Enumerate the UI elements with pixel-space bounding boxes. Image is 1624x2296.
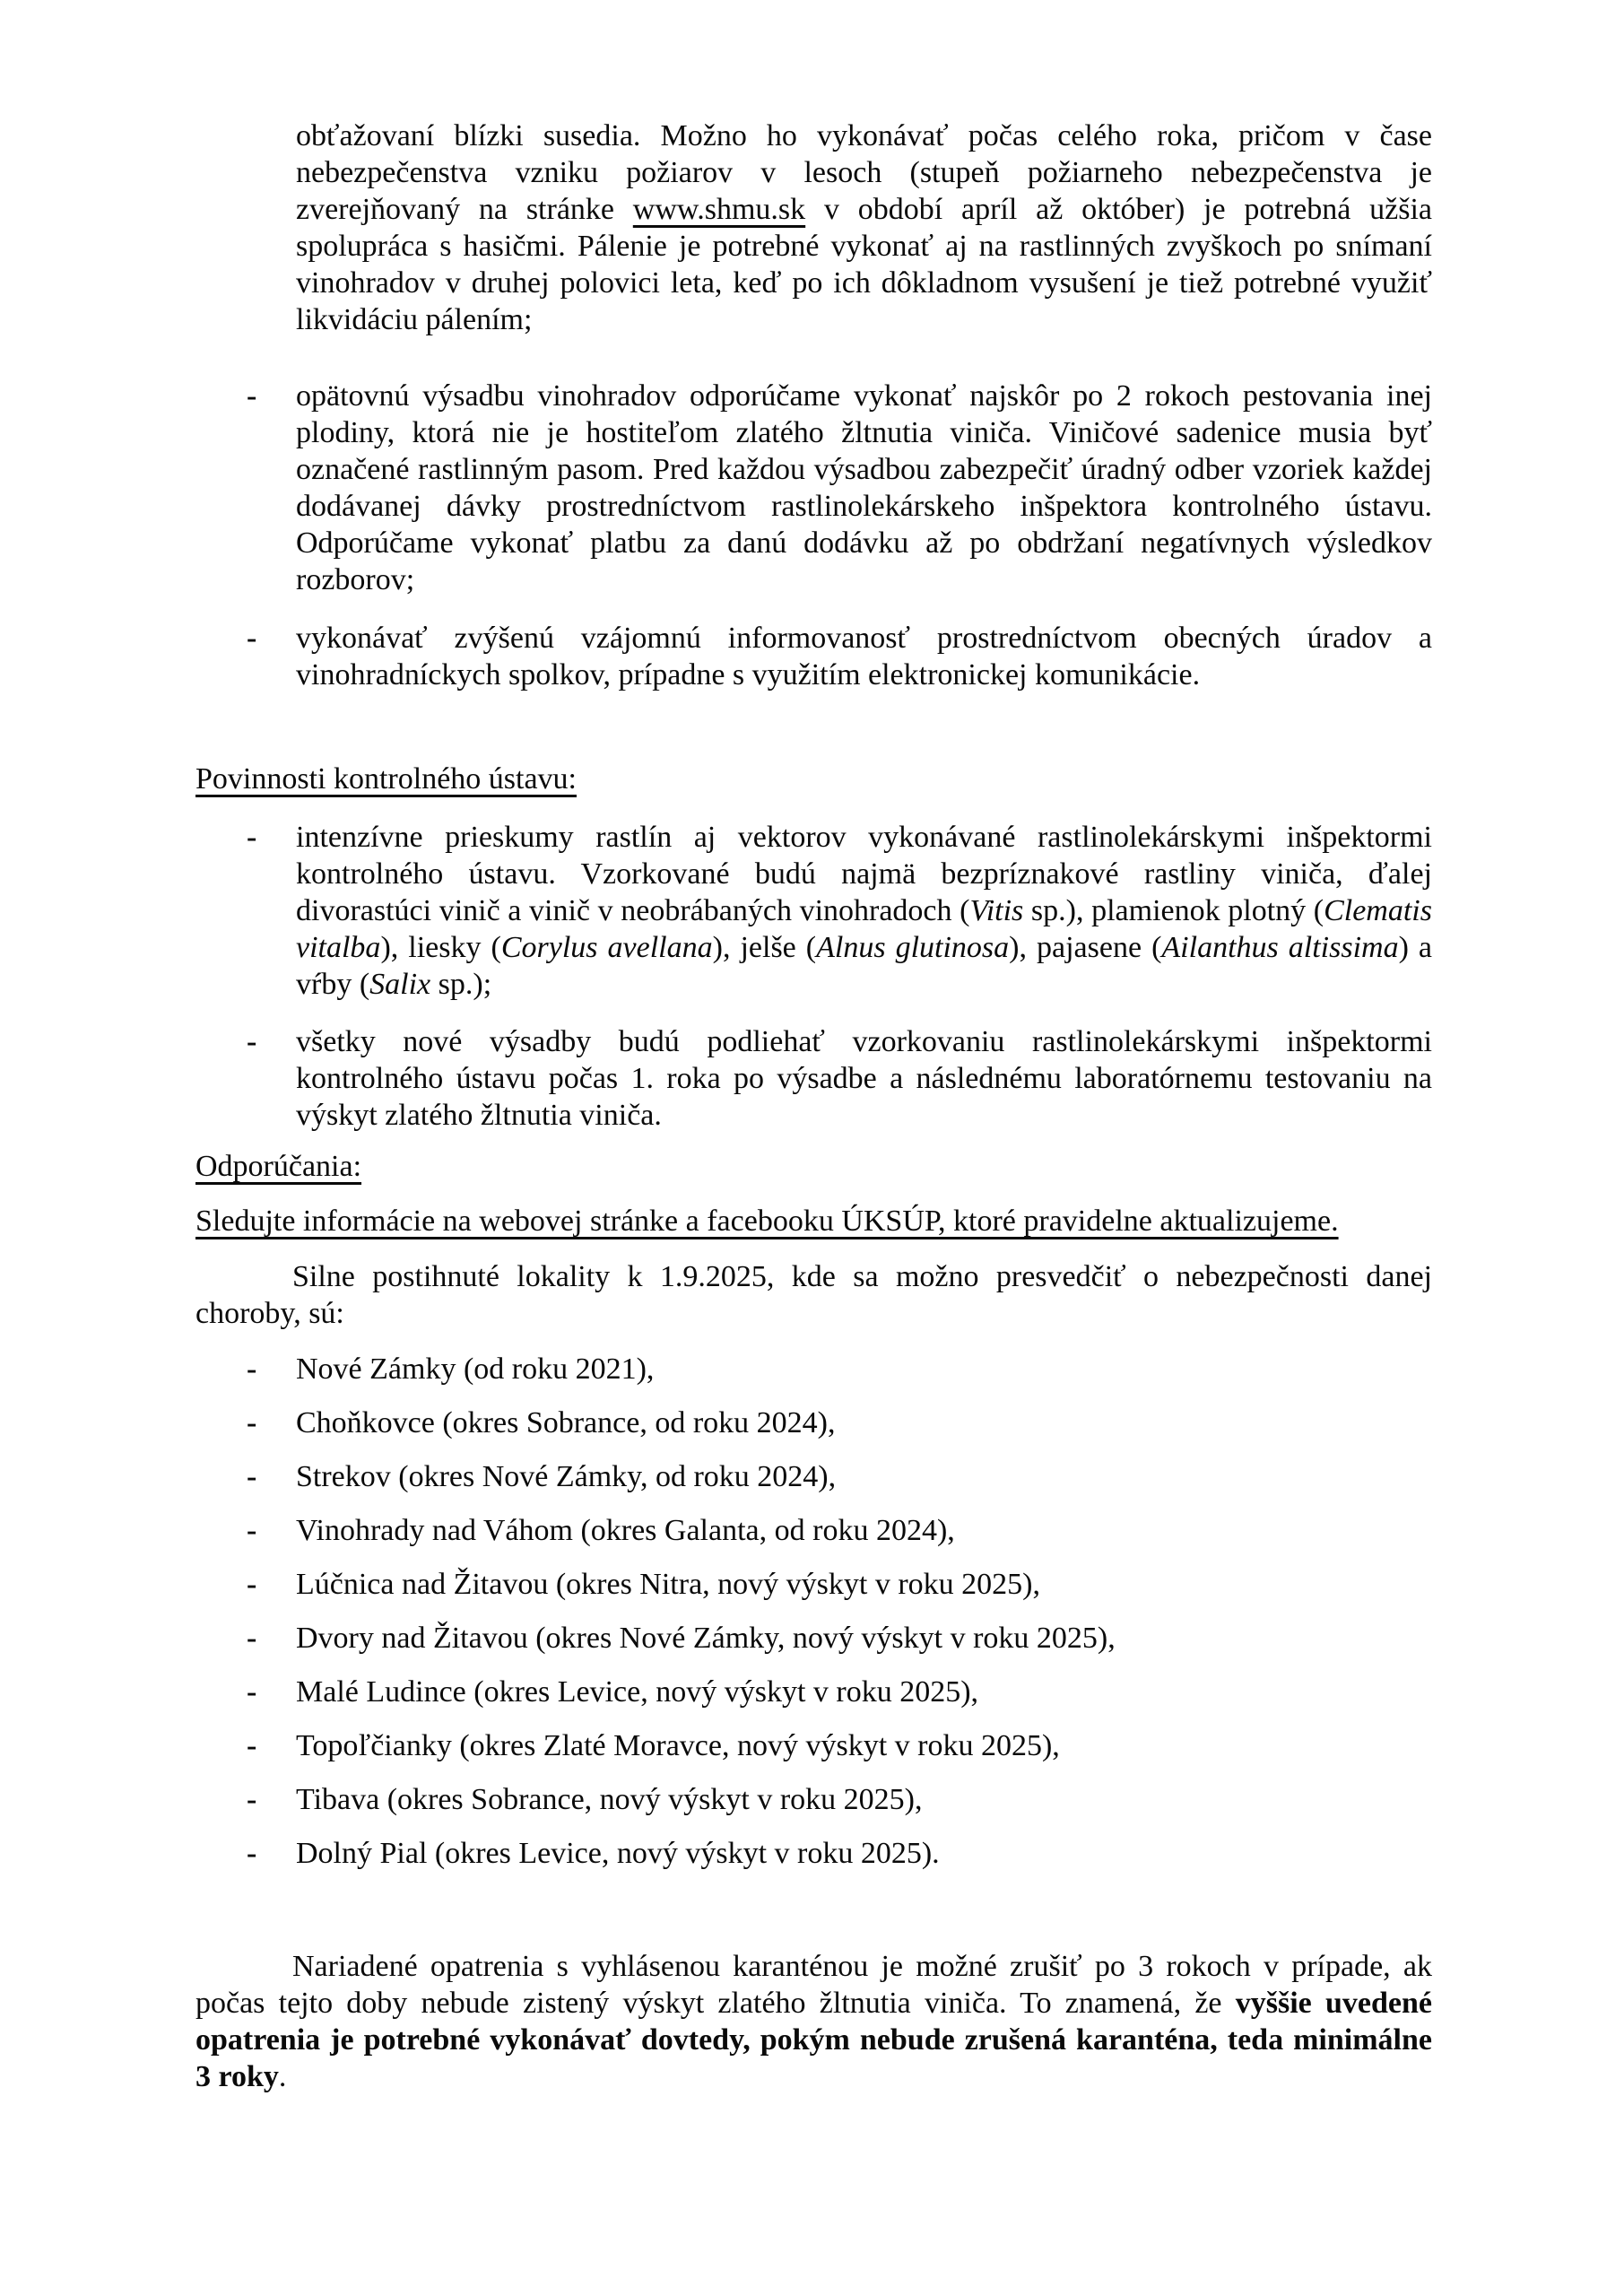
dash-bullet-marker: - — [247, 1675, 257, 1709]
text-segment: . — [278, 2060, 287, 2093]
locality-item-dvory-nad-zitavou — [195, 1620, 1432, 1657]
dash-bullet-marker: - — [247, 1837, 257, 1870]
dash-bullet-marker: - — [247, 1514, 257, 1547]
text-segment: Ailanthus altissima — [1161, 931, 1399, 964]
dash-bullet-marker: - — [247, 1406, 257, 1439]
locality-item-lucnica-nad-zitavou — [195, 1566, 1432, 1603]
text-segment: opätovnú výsadbu vinohradov odporúčame vykonať najskôr po 2 rokoch pestovania inej plodiny, ktorá nie je hostiteľom zlatého žltnutia viniča. Viničové sadenice musia byť označené rastlinným pasom. Pred každou výsadbou zabezpečiť úradný odber vzoriek každej dodávanej dávky prostredníctvom rastlinolekárskeho inšpektora kontrolného ústavu. Odporúčame vykonať platbu za danú dodávku až po obdržaní negatívnych výsledkov rozborov; — [296, 379, 1432, 596]
text-segment: Salix — [369, 968, 431, 1001]
affected-localities-intro — [195, 1258, 1432, 1332]
locality-item-chonkovce — [195, 1405, 1432, 1441]
bullet-text — [296, 819, 1432, 1003]
locality-item-topolcianky — [195, 1727, 1432, 1764]
bullet-item-replanting — [195, 378, 1432, 598]
bullet-text — [296, 1512, 1432, 1549]
dash-bullet-marker: - — [247, 1729, 257, 1762]
text-segment: sp.), plamienok plotný ( — [1023, 894, 1324, 927]
dash-bullet-marker: - — [247, 1460, 257, 1493]
text-segment: Dvory nad Žitavou (okres Nové Zámky, nový výskyt v roku 2025), — [296, 1622, 1116, 1655]
bullet-item-surveys — [195, 819, 1432, 1003]
dash-bullet-marker: - — [247, 1622, 257, 1655]
text-segment: Choňkovce (okres Sobrance, od roku 2024), — [296, 1406, 836, 1439]
text-segment: sp.); — [430, 968, 492, 1001]
text-segment: Silne postihnuté lokality k 1.9.2025, kde sa možno presvedčiť o nebezpečnosti danej choroby, sú: — [195, 1260, 1432, 1330]
locality-item-vinohrady-nad-vahom — [195, 1512, 1432, 1549]
text-segment: Tibava (okres Sobrance, nový výskyt v roku 2025), — [296, 1783, 923, 1816]
text-segment: obťažovaní blízki susedia. Možno ho vykonávať počas celého roka, pričom v čase nebezpečenstva vzniku požiarov v lesoch (stupeň požiarneho nebezpečenstva je zverejňovaný na stránke — [296, 119, 1432, 226]
text-segment: Lúčnica nad Žitavou (okres Nitra, nový výskyt v roku 2025), — [296, 1568, 1040, 1601]
text-segment: Topoľčianky (okres Zlaté Moravce, nový výskyt v roku 2025), — [296, 1729, 1060, 1762]
text-segment: intenzívne prieskumy rastlín aj vektorov vykonávané rastlinolekárskymi inšpektormi kontrolného ústavu. Vzorkované budú najmä bezpríznakové rastliny viniča, ďalej divorastúci vinič a vinič v neobrábaných vinohradoch ( — [296, 821, 1432, 927]
text-segment: Sledujte informácie na webovej stránke a facebooku ÚKSÚP, ktoré pravidelne aktualizujeme. — [195, 1205, 1339, 1238]
dash-bullet-marker: - — [247, 622, 257, 655]
text-segment: Povinnosti kontrolného ústavu: — [195, 762, 577, 796]
text-segment: Nariadené opatrenia s vyhlásenou karanténou je možné zrušiť po 3 rokoch v prípade, ak počas tejto doby nebude zistený výskyt zlatého žltnutia viniča. To znamená, že — [195, 1950, 1432, 2020]
text-segment: vyššie uvedené opatrenia je potrebné vykonávať dovtedy, pokým nebude zrušená karanténa, teda minimálne 3 roky — [195, 1987, 1432, 2093]
text-segment: v období apríl až október) je potrebná užšia spolupráca s hasičmi. Pálenie je potrebné vykonať aj na rastlinných zvyškoch po snímaní vinohradov v druhej polovici leta, keď po ich dôkladnom vysušení je tiež potrebné využiť likvidáciu pálením; — [296, 193, 1432, 336]
text-segment: všetky nové výsadby budú podliehať vzorkovaniu rastlinolekárskymi inšpektormi kontrolného ústavu počas 1. roka po výsadbe a následnému laboratórnemu testovaniu na výskyt zlatého žltnutia viniča. — [296, 1025, 1432, 1132]
text-segment: ), jelše ( — [712, 931, 817, 964]
dash-bullet-marker: - — [247, 821, 257, 854]
text-segment: Corylus avellana — [500, 931, 713, 964]
bullet-item-new-plantings — [195, 1023, 1432, 1134]
text-segment: Alnus glutinosa — [816, 931, 1010, 964]
locality-item-male-ludince — [195, 1674, 1432, 1710]
text-segment: ), pajasene ( — [1009, 931, 1162, 964]
bullet-text — [296, 1351, 1432, 1387]
text-segment: Nové Zámky (od roku 2021), — [296, 1352, 655, 1386]
text-segment: ) a vŕby ( — [296, 931, 1433, 1001]
locality-item-strekov — [195, 1458, 1432, 1495]
section-heading-recommendations — [195, 1148, 1432, 1185]
text-segment: vykonávať zvýšenú vzájomnú informovanosť prostredníctvom obecných úradov a vinohradníckych spolkov, prípadne s využitím elektronickej komunikácie. — [296, 622, 1432, 691]
bullet-text — [296, 1674, 1432, 1710]
locality-item-nove-zamky — [195, 1351, 1432, 1387]
dash-bullet-marker: - — [247, 1352, 257, 1386]
locality-item-tibava — [195, 1781, 1432, 1818]
bullet-text — [296, 1023, 1432, 1134]
text-segment: Strekov (okres Nové Zámky, od roku 2024), — [296, 1460, 837, 1493]
dash-bullet-marker: - — [247, 1783, 257, 1816]
bullet-text — [296, 1727, 1432, 1764]
closing-paragraph — [195, 1948, 1432, 2095]
text-segment: Odporúčania: — [195, 1150, 362, 1183]
document-body — [195, 117, 1432, 2095]
text-segment: ), liesky ( — [380, 931, 501, 964]
bullet-text — [296, 1835, 1432, 1872]
text-segment: Dolný Pial (okres Levice, nový výskyt v roku 2025). — [296, 1837, 940, 1870]
notice-follow-uksup — [195, 1203, 1432, 1239]
locality-item-dolny-pial — [195, 1835, 1432, 1872]
section-heading-control-institute-duties — [195, 761, 1432, 797]
text-segment: Clematis vitalba — [296, 894, 1432, 964]
link-www-shmu-sk: www.shmu.sk — [632, 193, 806, 226]
bullet-text — [296, 1620, 1432, 1657]
text-segment: Vitis — [969, 894, 1024, 927]
text-segment: Vinohrady nad Váhom (okres Galanta, od roku 2024), — [296, 1514, 955, 1547]
bullet-text — [296, 1405, 1432, 1441]
bullet-text — [296, 620, 1432, 693]
bullet-text — [296, 378, 1432, 598]
bullet-text — [296, 1781, 1432, 1818]
dash-bullet-marker: - — [247, 379, 257, 413]
intro-paragraph-continuation — [296, 117, 1432, 338]
bullet-text — [296, 1566, 1432, 1603]
bullet-text — [296, 1458, 1432, 1495]
text-segment: Malé Ludince (okres Levice, nový výskyt v roku 2025), — [296, 1675, 979, 1709]
dash-bullet-marker: - — [247, 1025, 257, 1058]
bullet-item-communication — [195, 620, 1432, 693]
dash-bullet-marker: - — [247, 1568, 257, 1601]
